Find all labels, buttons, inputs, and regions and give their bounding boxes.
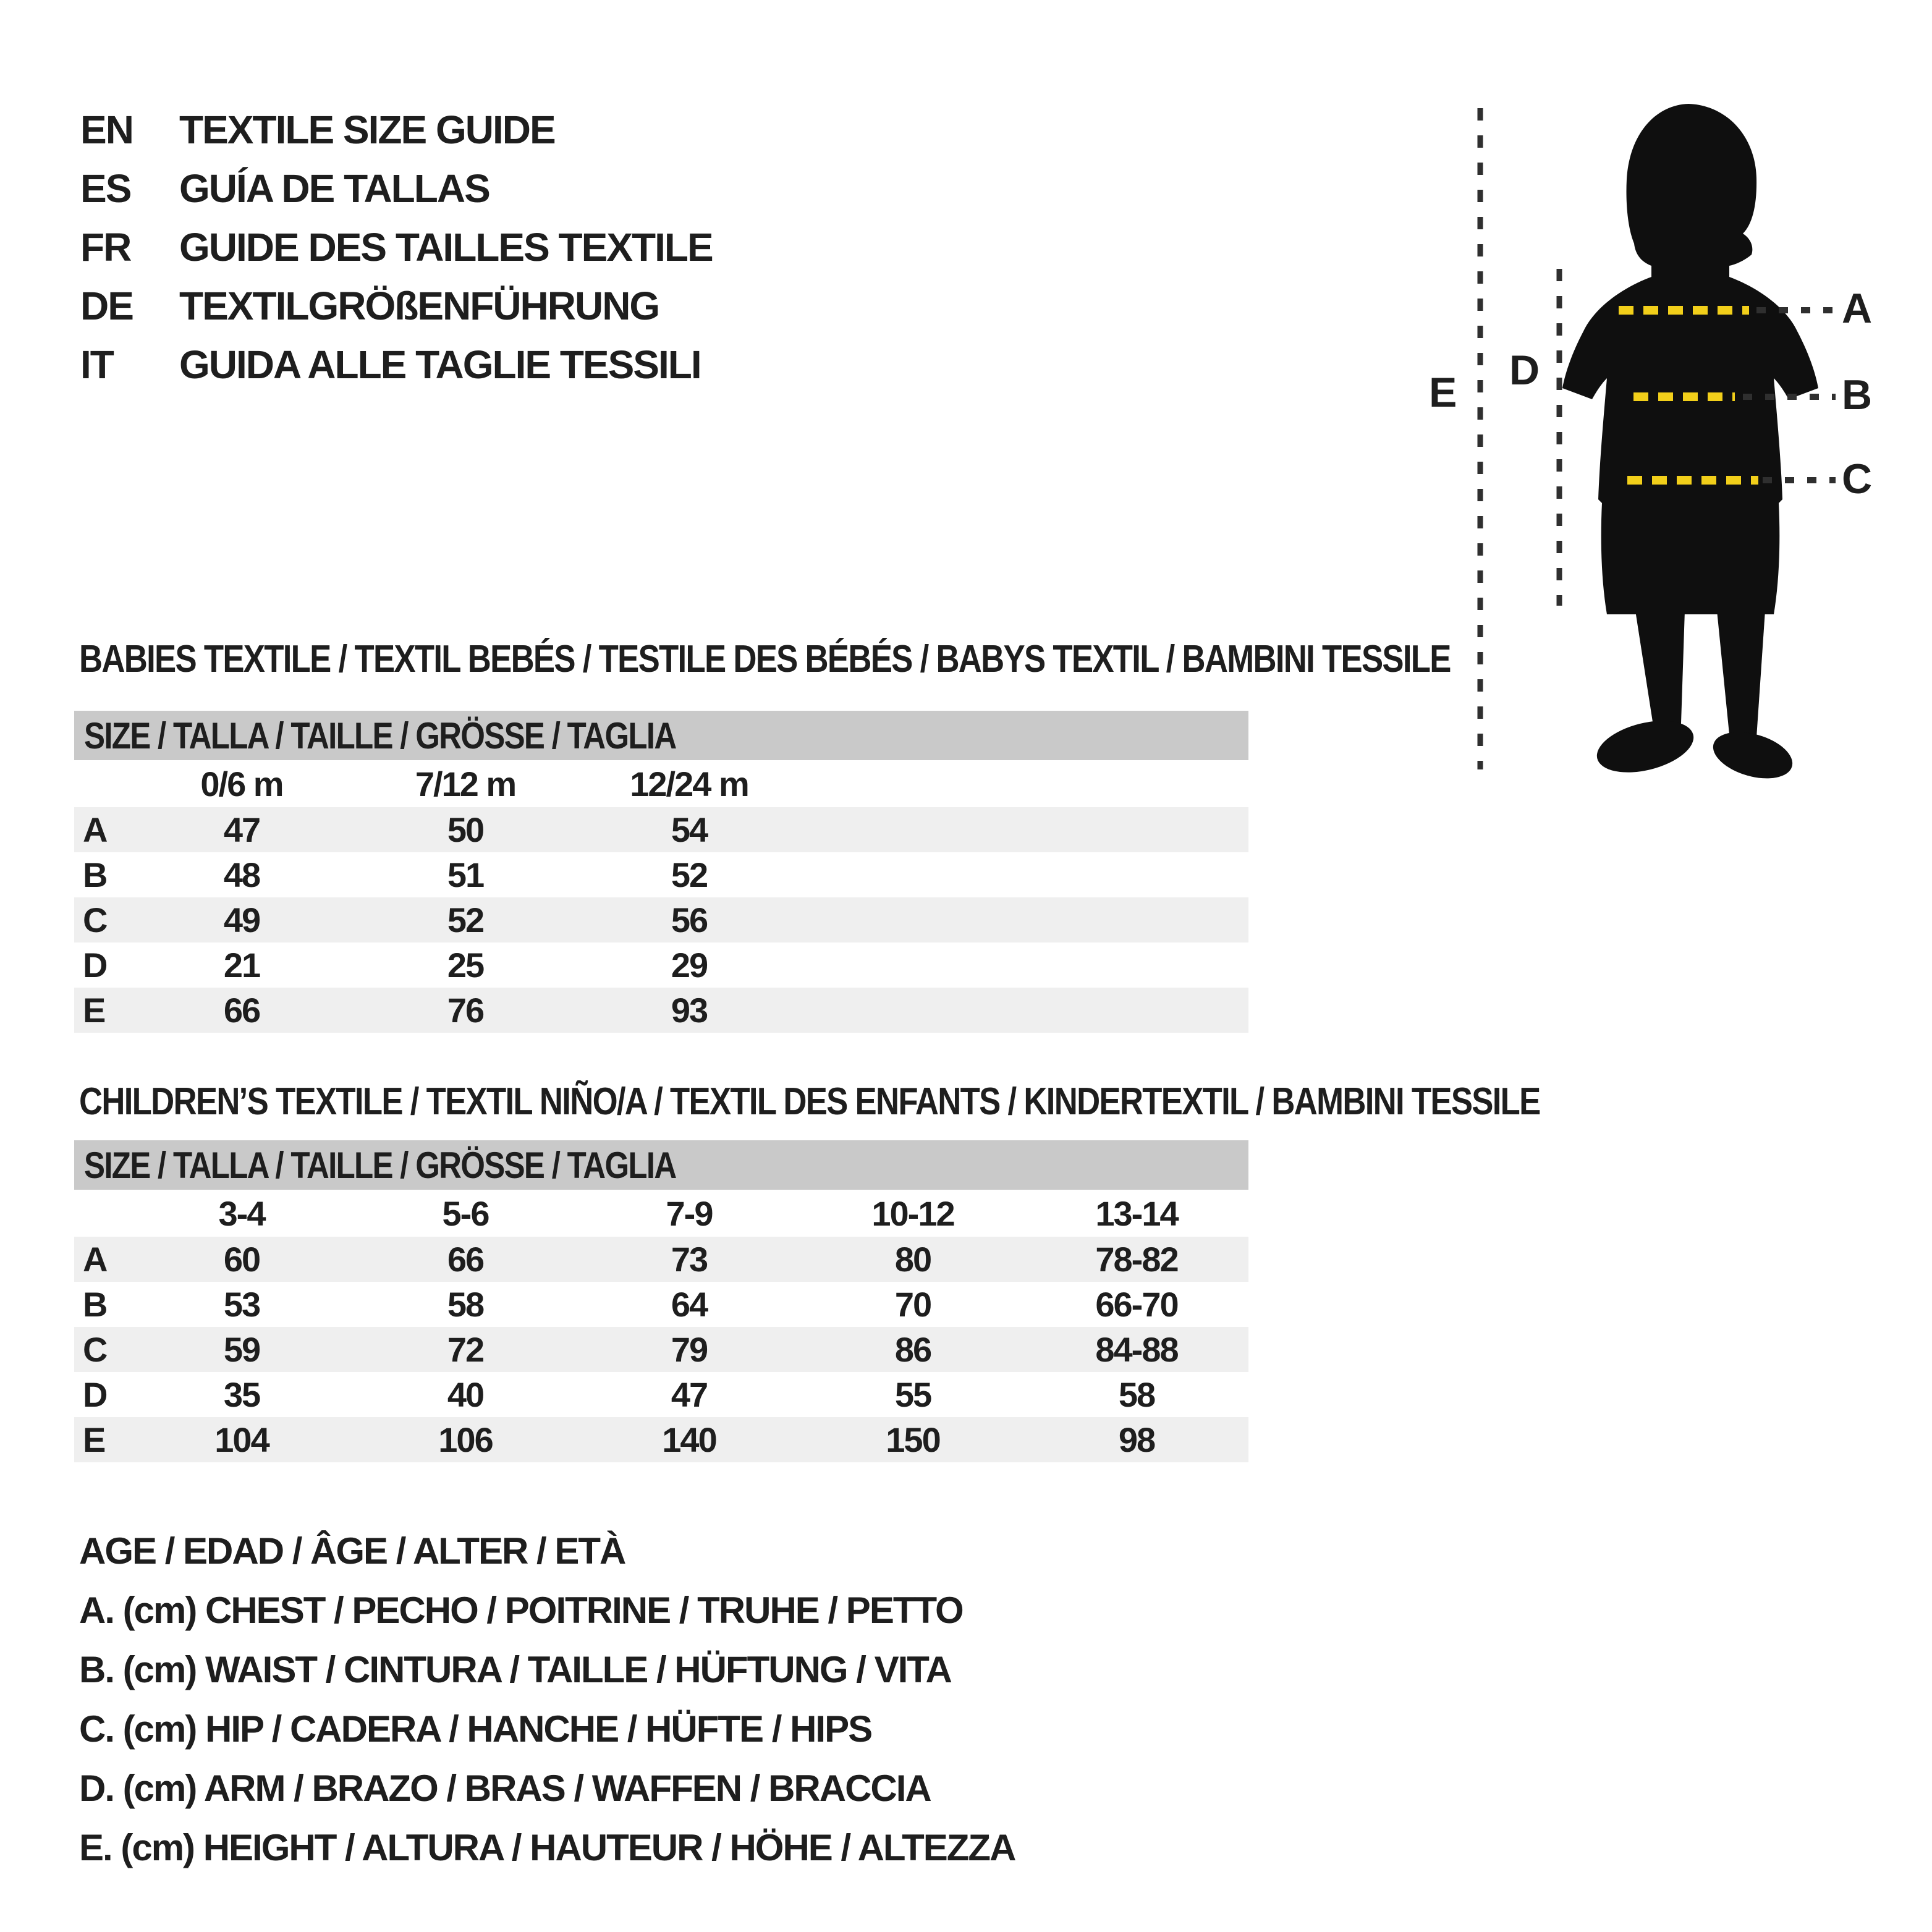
legend-height: E. (cm) HEIGHT / ALTURA / HAUTEUR / HÖHE / ALTEZZA [79, 1827, 1015, 1868]
size-col-header: 13-14 [1095, 1193, 1178, 1233]
cell-value: 40 [447, 1375, 484, 1414]
lang-row-en [80, 101, 713, 159]
lang-row-es [80, 159, 713, 218]
children-table-grid [74, 1190, 1248, 1462]
empty-cell [801, 943, 1025, 988]
row-label: B [83, 1285, 107, 1324]
children-sizes-row [74, 1190, 1248, 1237]
cell-value: 106 [438, 1420, 493, 1459]
table-row [74, 897, 1248, 943]
lang-title: TEXTILGRÖßENFÜHRUNG [179, 284, 659, 328]
legend-chest: A. (cm) CHEST / PECHO / POITRINE / TRUHE / PETTO [79, 1590, 963, 1631]
cell-value: 21 [223, 946, 260, 985]
cell-value: 47 [671, 1375, 708, 1414]
cell-value: 78-82 [1095, 1240, 1178, 1279]
cell-value: 59 [223, 1330, 260, 1369]
empty-cell [801, 988, 1025, 1033]
legend-waist: B. (cm) WAIST / CINTURA / TAILLE / HÜFTUNG / VITA [79, 1649, 951, 1690]
cell-value: 98 [1118, 1420, 1155, 1459]
cell-value: 56 [671, 900, 708, 939]
cell-value: 93 [671, 991, 708, 1030]
cell-value: 150 [886, 1420, 940, 1459]
babies-section-title-text: BABIES TEXTILE / TEXTIL BEBÉS / TESTILE DES BÉBÉS / BABYS TEXTIL / BAMBINI TESSILE [79, 638, 1451, 680]
measure-label-e: E [1429, 369, 1456, 416]
table-row [74, 943, 1248, 988]
cell-value: 54 [671, 810, 708, 849]
size-col-header: 5-6 [442, 1193, 489, 1233]
cell-value: 49 [223, 900, 260, 939]
table-row [74, 1372, 1248, 1417]
empty-cell [74, 760, 130, 807]
empty-cell [801, 897, 1025, 943]
size-col-header: 12/24 m [630, 764, 748, 803]
table-row [74, 1237, 1248, 1282]
empty-cell [74, 1190, 130, 1237]
table-row [74, 988, 1248, 1033]
cell-value: 70 [894, 1285, 931, 1324]
lang-row-fr [80, 218, 713, 277]
cell-value: 64 [671, 1285, 708, 1324]
row-label: D [83, 946, 107, 985]
row-label: E [83, 991, 105, 1030]
row-label: C [83, 900, 107, 939]
cell-value: 48 [223, 855, 260, 894]
cell-value: 53 [223, 1285, 260, 1324]
children-section-title-text: CHILDREN’S TEXTILE / TEXTIL NIÑO/A / TEXTIL DES ENFANTS / KINDERTEXTIL / BAMBINI TESSILE [79, 1080, 1540, 1123]
cell-value: 86 [894, 1330, 931, 1369]
legend-arm: D. (cm) ARM / BRAZO / BRAS / WAFFEN / BRACCIA [79, 1768, 931, 1809]
measure-label-b: B [1842, 371, 1871, 418]
child-body-silhouette [1562, 104, 1818, 614]
cell-value: 66 [223, 991, 260, 1030]
table-row [74, 807, 1248, 852]
babies-table-grid [74, 760, 1248, 1033]
cell-value: 140 [662, 1420, 716, 1459]
lang-title: TEXTILE SIZE GUIDE [179, 108, 555, 152]
cell-value: 80 [894, 1240, 931, 1279]
cell-value: 29 [671, 946, 708, 985]
row-label: A [83, 1240, 107, 1279]
cell-value: 66-70 [1095, 1285, 1178, 1324]
empty-cell [1025, 988, 1248, 1033]
cell-value: 52 [447, 900, 484, 939]
cell-value: 76 [447, 991, 484, 1030]
cell-value: 58 [1118, 1375, 1155, 1414]
cell-value: 35 [223, 1375, 260, 1414]
cell-value: 55 [894, 1375, 931, 1414]
empty-cell [801, 760, 1025, 807]
size-col-header: 3-4 [218, 1193, 265, 1233]
cell-value: 73 [671, 1240, 708, 1279]
cell-value: 58 [447, 1285, 484, 1324]
legend-age: AGE / EDAD / ÂGE / ALTER / ETÀ [79, 1530, 625, 1572]
row-label: B [83, 855, 107, 894]
lang-code: ES [80, 166, 131, 211]
lang-code: IT [80, 342, 113, 387]
lang-title: GUÍA DE TALLAS [179, 166, 489, 211]
size-col-header: 7-9 [666, 1193, 713, 1233]
cell-value: 50 [447, 810, 484, 849]
cell-value: 52 [671, 855, 708, 894]
child-right-leg [1717, 611, 1765, 747]
measurement-legend [79, 1522, 1015, 1878]
children-table-header [74, 1140, 1248, 1190]
cell-value: 66 [447, 1240, 484, 1279]
cell-value: 79 [671, 1330, 708, 1369]
empty-cell [801, 807, 1025, 852]
size-col-header: 10-12 [871, 1193, 954, 1233]
child-left-shoe [1591, 712, 1699, 779]
row-label: C [83, 1330, 107, 1369]
lang-code: FR [80, 225, 131, 269]
empty-cell [1025, 852, 1248, 897]
lang-row-de [80, 277, 713, 336]
babies-table-header [74, 711, 1248, 760]
language-title-block [80, 101, 713, 394]
lang-row-it [80, 336, 713, 394]
lang-title: GUIDA ALLE TAGLIE TESSILI [179, 342, 701, 387]
measure-label-c: C [1842, 455, 1871, 502]
table-row [74, 1327, 1248, 1372]
empty-cell [1025, 897, 1248, 943]
babies-size-table [74, 711, 1248, 1033]
row-label: E [83, 1420, 105, 1459]
row-label: A [83, 810, 107, 849]
cell-value: 47 [223, 810, 260, 849]
babies-table-header-text: SIZE / TALLA / TAILLE / GRÖSSE / TAGLIA [84, 714, 676, 756]
row-label: D [83, 1375, 107, 1414]
lang-title: GUIDE DES TAILLES TEXTILE [179, 225, 713, 269]
table-row [74, 1282, 1248, 1327]
cell-value: 25 [447, 946, 484, 985]
cell-value: 72 [447, 1330, 484, 1369]
size-col-header: 0/6 m [200, 764, 283, 803]
measure-label-d: D [1509, 347, 1539, 394]
legend-hip: C. (cm) HIP / CADERA / HANCHE / HÜFTE / HIPS [79, 1708, 872, 1750]
table-row [74, 852, 1248, 897]
empty-cell [1025, 760, 1248, 807]
cell-value: 84-88 [1095, 1330, 1178, 1369]
size-col-header: 7/12 m [415, 764, 516, 803]
cell-value: 104 [214, 1420, 269, 1459]
empty-cell [1025, 807, 1248, 852]
table-row [74, 1417, 1248, 1462]
lang-code: DE [80, 284, 133, 328]
children-table-header-text: SIZE / TALLA / TAILLE / GRÖSSE / TAGLIA [84, 1144, 676, 1186]
babies-section-title [79, 638, 1692, 681]
cell-value: 60 [223, 1240, 260, 1279]
children-section-title [79, 1080, 1798, 1124]
children-size-table [74, 1140, 1248, 1462]
cell-value: 51 [447, 855, 484, 894]
empty-cell [801, 852, 1025, 897]
empty-cell [1025, 943, 1248, 988]
lang-code: EN [80, 108, 133, 152]
measure-label-a: A [1842, 285, 1871, 332]
babies-sizes-row [74, 760, 1248, 807]
